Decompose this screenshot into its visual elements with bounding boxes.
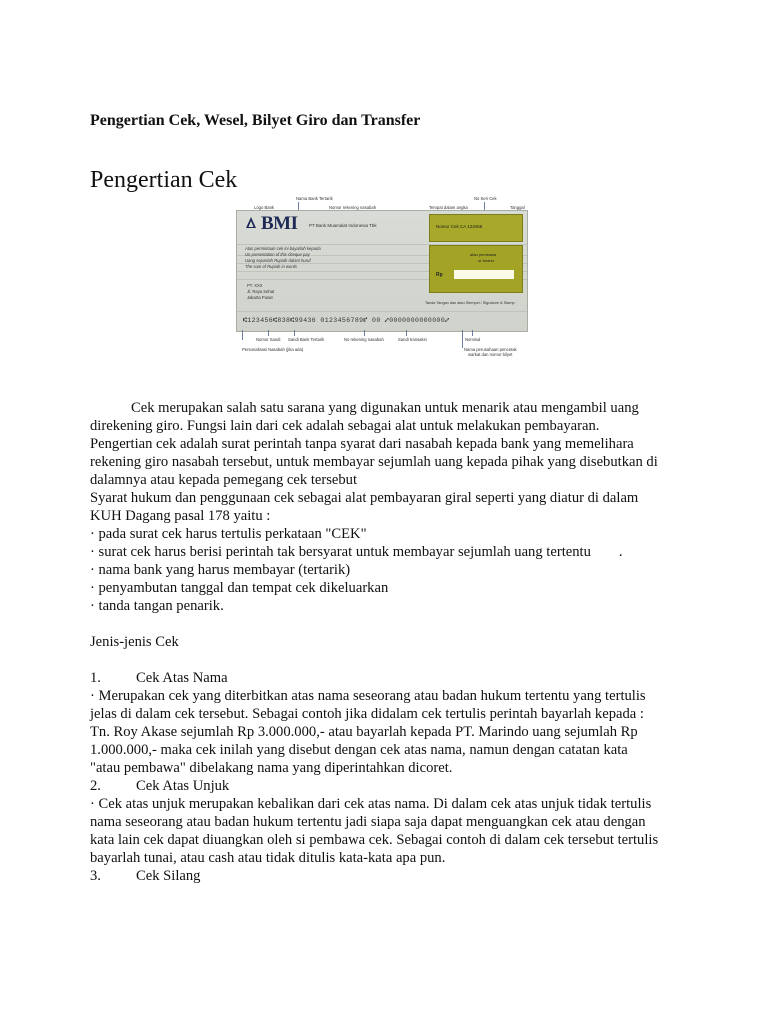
callout-sandi-bank: Sandi Bank Tertarik xyxy=(288,337,325,342)
numbered-item-title xyxy=(90,867,690,885)
item-title: Cek Atas Unjuk xyxy=(136,778,230,794)
paragraph-line: nama seseorang atau badan hukum tertentu jadi siapa saja dapat menguangkan cek atau dengan xyxy=(90,814,646,830)
paragraph-line: KUH Dagang pasal 178 yaitu : xyxy=(90,508,271,524)
bank-logo-icon xyxy=(244,216,258,230)
callout-no-rekening: No rekening nasabah xyxy=(344,337,384,342)
rp-label: Rp xyxy=(436,272,443,278)
paragraph-line: 1.000.000,- maka cek inilah yang disebut dengan cek atas nama, namun dengan catatan kata xyxy=(90,742,628,758)
body-text xyxy=(90,399,690,885)
callout-sandi-transaksi: Sandi transaksi xyxy=(398,337,427,342)
cheque-image xyxy=(236,210,528,332)
document-title: Pengertian Cek, Wesel, Bilyet Giro dan Transfer xyxy=(90,112,421,129)
serial-box xyxy=(429,214,523,242)
item-number: 2. xyxy=(90,778,101,794)
callout-no-seri: No Seri Cek xyxy=(474,196,497,201)
paragraph-line: Tn. Roy Akase sejumlah Rp 3.000.000,- atau bayarlah kepada PT. Marindo uang sejumlah Rp xyxy=(90,724,638,740)
signature-label: Tanda Tangan dan atau Stempel / Signature & Stamp xyxy=(425,301,515,305)
bank-name: PT Bank Muamalat Indonesia Tbk xyxy=(309,223,377,228)
cheque-line: Uang sejumlah Rupiah dalam huruf xyxy=(245,258,311,263)
trailing-dot: . xyxy=(618,544,623,560)
paragraph-line: dalamnya atau kepada pemegang cek tersebut xyxy=(90,472,358,488)
list-item-text: · surat cek harus berisi perintah tak bersyarat untuk membayar sejumlah uang tertentu xyxy=(90,544,591,560)
amount-box xyxy=(429,245,523,293)
paragraph-line: Cek merupakan salah satu sarana yang digunakan untuk menarik atau mengambil uang xyxy=(131,400,639,416)
item-number: 3. xyxy=(90,868,101,884)
cheque-figure xyxy=(234,196,530,358)
section-heading: Pengertian Cek xyxy=(90,167,238,193)
callout-nomor-sandi: Nomor Sandi xyxy=(256,337,281,342)
payee-line: Jakarta Pusat xyxy=(247,295,273,300)
paragraph-line: Syarat hukum dan penggunaan cek sebagai alat pembayaran giral seperti yang diatur di dalam xyxy=(90,490,639,506)
item-title: Cek Silang xyxy=(136,868,201,884)
numbered-item-title xyxy=(90,669,690,687)
serial-label: Nomor Cek CA 123456 xyxy=(436,224,483,229)
paragraph-line: Pengertian cek adalah surat perintah tanpa syarat dari nasabah kepada bank yang memelihara xyxy=(90,436,634,452)
cheque-line: Un presentation of this cheque pay xyxy=(245,252,310,257)
list-item: · tanda tangan penarik. xyxy=(90,598,224,614)
item-title: Cek Atas Nama xyxy=(136,670,228,686)
payee-line: Jl. Raya Sehat xyxy=(247,289,275,294)
item-number: 1. xyxy=(90,670,101,686)
amount-field xyxy=(454,270,514,279)
list-item xyxy=(90,543,690,561)
cheque-line: The sum of Rupiah in words xyxy=(245,264,298,269)
list-item: · nama bank yang harus membayar (tertarik) xyxy=(90,562,351,578)
callout-nama-bank: Nama Bank Tertarik xyxy=(296,196,333,201)
list-item: · penyambutan tanggal dan tempat cek dikeluarkan xyxy=(90,580,389,596)
paragraph-line: bayarlah tunai, atau cash atau tidak ditulis kata-kata apa pun. xyxy=(90,850,446,866)
amount-label: or bearer xyxy=(478,258,495,263)
numbered-item-title xyxy=(90,777,690,795)
micr-line: ⑆123456⑆838⑆99436 0123456789⑈ 00 ⑇0000000000000⑇ xyxy=(243,317,450,324)
bank-code: BMI xyxy=(261,213,298,234)
callout-tempat: Tempat dalam angka xyxy=(429,205,468,210)
paragraph-line: · Cek atas unjuk merupakan kebalikan dari cek atas nama. Di dalam cek atas unjuk tidak tertulis xyxy=(90,796,652,812)
callout-tanggal: Tanggal xyxy=(510,205,525,210)
paragraph-line: · Merupakan cek yang diterbitkan atas nama seseorang atau badan hukum tertentu yang tertulis xyxy=(90,688,646,704)
callout-nama-perusahaan-2: warkat dan nomor bilyet xyxy=(468,352,513,357)
paragraph-line: direkening giro. Fungsi lain dari cek adalah sebagai alat untuk melakukan pembayaran. xyxy=(90,418,600,434)
callout-nomor-rekening: Nomor rekening nasabah xyxy=(329,205,377,210)
amount-label: atau pembawa xyxy=(470,252,497,257)
list-item: · pada surat cek harus tertulis perkataan "CEK" xyxy=(90,526,367,542)
subheading: Jenis-jenis Cek xyxy=(90,634,179,650)
cheque-line: Atas permintaan cek ini bayarlah kepada xyxy=(245,246,321,251)
callout-nominal: Nominal xyxy=(465,337,481,342)
paragraph-line: jelas di dalam cek tersebut. Sebagai contoh jika didalam cek tertulis perintah bayarlah kepada : xyxy=(90,706,644,722)
paragraph-line: kata lain cek dapat diuangkan oleh si pembawa cek. Sebagai contoh di dalam cek tersebut tertulis xyxy=(90,832,659,848)
callout-nama-perusahaan: Nama perusahaan pencetak xyxy=(464,347,517,352)
callout-logo-bank: Logo Bank xyxy=(254,205,275,210)
payee-line: PT. XXX xyxy=(247,283,263,288)
callout-personalisasi: Personalisasi Nasabah (jika ada) xyxy=(242,347,304,352)
paragraph-line: "atau pembawa" dibelakang nama yang diperintahkan dicoret. xyxy=(90,760,453,776)
paragraph-line: rekening giro nasabah tersebut, untuk membayar sejumlah uang kepada pihak yang disebutkan di xyxy=(90,454,658,470)
